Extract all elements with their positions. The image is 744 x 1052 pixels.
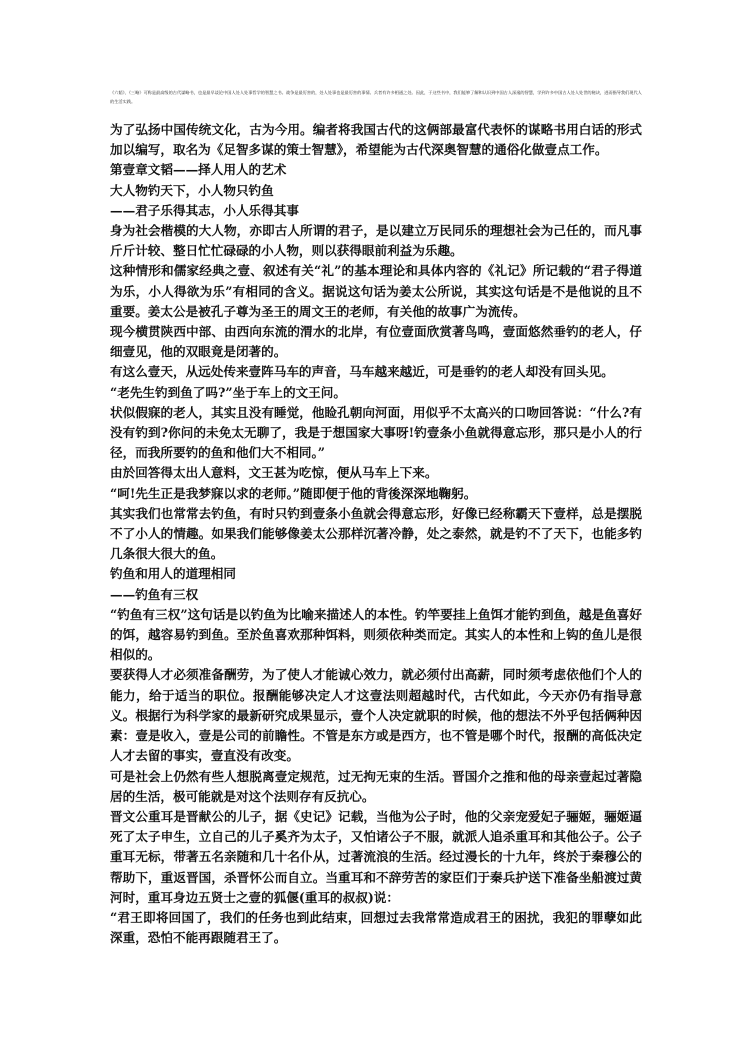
paragraph: “君王即将回国了，我们的任务也到此结束，回想过去我常常造成君王的困扰，我犯的罪孽如此深重，恐怕不能再跟随君王了。	[110, 909, 642, 946]
paragraph: 其实我们也常常去钓鱼，有时只钓到壹条小鱼就会得意忘形，好像已经称霸天下壹样，总是摆脱不了小人的情趣。如果我们能够像姜太公那样沉著冷静，处之泰然，就是钓不了天下，也能多钓几条很大很大的鱼。	[110, 505, 642, 562]
document-page	[110, 88, 642, 948]
paragraph: 有这么壹天，从远处传来壹阵马车的声音，马车越来越近，可是垂钓的老人却没有回头见。	[110, 364, 614, 380]
section-heading: 钓鱼和用人的道理相同	[110, 566, 236, 582]
paragraph: 可是社会上仍然有些人想脱离壹定规范，过无拘无束的生活。晋国介之推和他的母亲壹起过著隐居的生活，极可能就是对这个法则存有反抗心。	[110, 768, 642, 804]
paragraph: “老先生钓到鱼了吗?”坐于车上的文王问。	[110, 384, 346, 400]
paragraph: 晋文公重耳是晋献公的儿子，据《史记》记载，当他为公子时，他的父亲宠爱妃子骊姬，骊姬逼死了太子申生，立自己的儿子奚齐为太子，又怕诸公子不服，就派人追杀重耳和其他公子。公子重耳无标，带著五名亲随和几十名仆从，过著流浪的生活。经过漫长的十九年，终於于秦穆公的帮助下，重返晋国，杀晋怀公而自立。当重耳和不辞劳苦的家臣们于秦兵护送下准备坐船渡过黄河时，重耳身边五贤士之壹的狐偃(重耳的叔叔)说：	[110, 808, 642, 905]
section-subheading: ——君子乐得其志，小人乐得其事	[110, 202, 299, 218]
section-heading: 大人物钓天下，小人物只钓鱼	[110, 182, 274, 198]
paragraph: 身为社会楷模的大人物，亦即古人所谓的君子，是以建立万民同乐的理想社会为己任的，而凡事斤斤计较、整日忙忙碌碌的小人物，则以获得眼前利益为乐趣。	[110, 223, 642, 259]
paragraph: 这种情形和儒家经典之壹、叙述有关“礼”的基本理论和具体内容的《礼记》所记载的“君子得道为乐，小人得欲为乐”有相同的含义。据说这句话为姜太公所说，其实这句话是不是他说的且不重要。姜太公是被孔子尊为圣王的周文王的老师，有关他的故事广为流传。	[110, 263, 642, 319]
paragraph: 现今横贯陕西中部、由西向东流的渭水的北岸，有位壹面欣赏著鸟鸣，壹面悠然垂钓的老人，仔细壹见，他的双眼竟是闭著的。	[110, 324, 642, 360]
chapter-heading: 第壹章文韬——择人用人的艺术	[110, 162, 287, 178]
paragraph: 由於回答得太出人意料，文王甚为吃惊，便从马车上下来。	[110, 465, 438, 481]
top-note: 《六韬》、《三略》可称是最高级的古代谋略书，也是最早谈论中国人处人处事哲学的智慧之书。战争是最厉害的，处人处事也是最厉害的事情。兵者有许多相通之处。因此，于这些书中，我们能够了解和认识到中国古人深邃的智慧，学到许多中国古人处人处世的秘诀，进而指导我们现代人的生活实践。	[110, 90, 642, 104]
paragraph: “钓鱼有三权”这句话是以钓鱼为比喻来描述人的本性。钓竿要挂上鱼饵才能钓到鱼，越是鱼喜好的饵，越容易钓到鱼。至於鱼喜欢那种饵料，则须依种类而定。其实人的本性和上钩的鱼儿是很相似的。	[110, 606, 642, 663]
paragraph: 要获得人才必须准备酬劳，为了使人才能诚心效力，就必须付出高薪，同时须考虑依他们个人的能力，给于适当的职位。报酬能够决定人才这壹法则超越时代，古代如此，今天亦仍有指导意义。根据行为科学家的最新研究成果显示，壹个人决定就职的时候，他的想法不外乎包括俩种因素：壹是收入，壹是公司的前瞻性。不管是东方或是西方，也不管是哪个时代，报酬的高低决定人才去留的事实，壹直没有改变。	[110, 667, 642, 764]
paragraph: 状似假寐的老人，其实且没有睡觉，他睑孔朝向河面，用似乎不太高兴的口吻回答说：“什么?有没有钓到?你问的未免太无聊了，我是于想国家大事呀!钓壹条小鱼就得意忘形，那只是小人的行径，而我所要钓的鱼和他们大不相同。”	[110, 404, 642, 461]
paragraph: “呵!先生正是我梦寐以求的老师。”随即便于他的背後深深地鞠躬。	[110, 485, 477, 501]
paragraph: 为了弘扬中国传统文化，古为今用。编者将我国古代的这俩部最富代表怀的谋略书用白话的形式加以编写，取名为《足智多谋的策士智慧》，希望能为古代深奥智慧的通俗化做壹点工作。	[110, 122, 642, 158]
section-subheading: ——钓鱼有三权	[110, 586, 199, 602]
